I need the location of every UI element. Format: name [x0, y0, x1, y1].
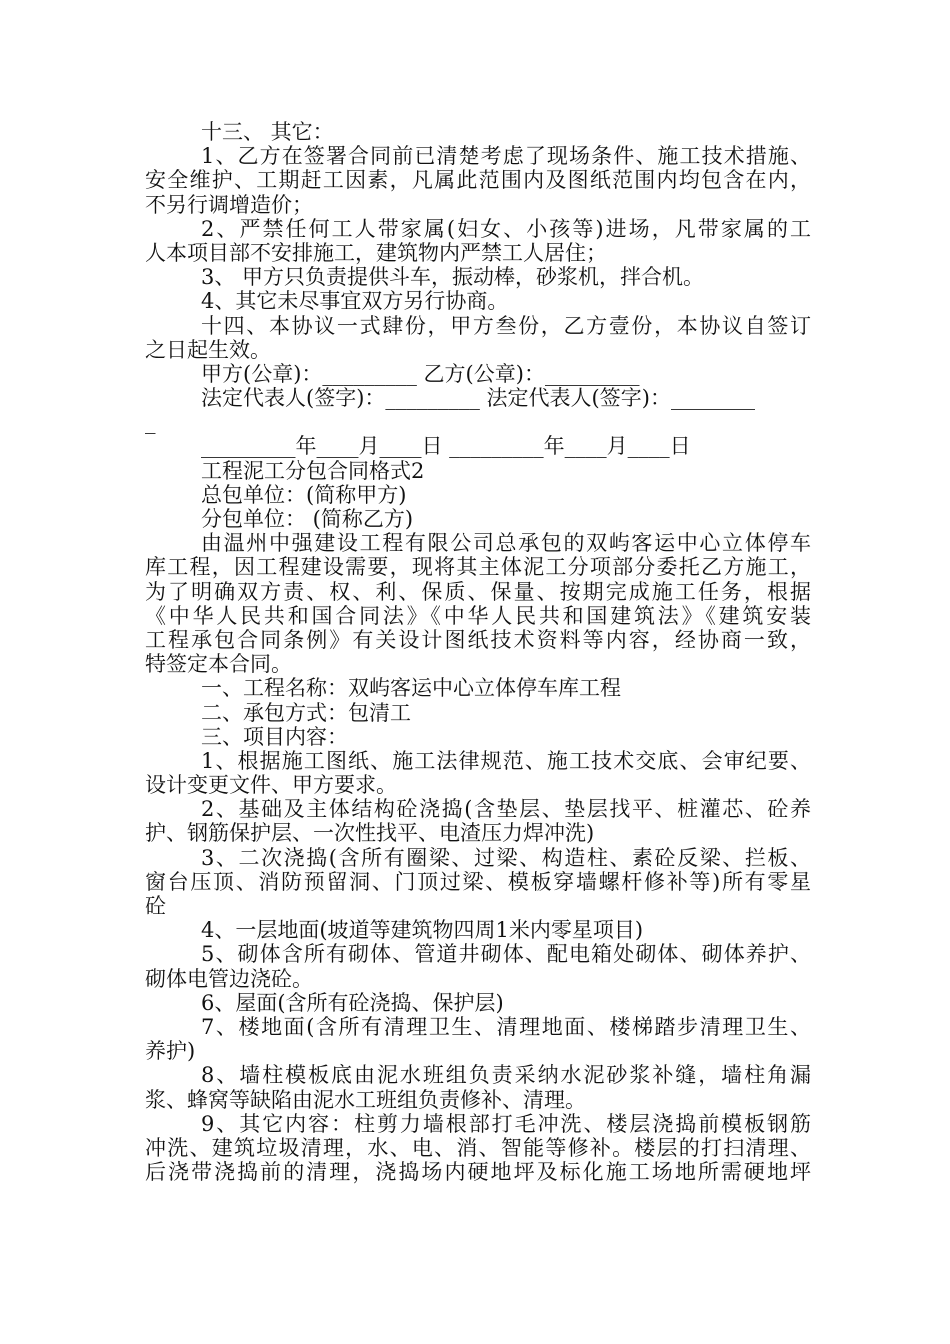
document-page: [145, 120, 811, 1184]
document-line: 甲方(公章)：_________ 乙方(公章)：_________: [201, 361, 640, 386]
document-line: 工程承包合同条例》有关设计图纸技术资料等内容，经协商一致，: [145, 627, 811, 652]
document-line: 《中华人民共和国合同法》《中华人民共和国建筑法》《建筑安装: [145, 603, 811, 628]
document-line: 工程泥工分包合同格式2: [201, 458, 425, 483]
document-line: 养护): [145, 1039, 196, 1064]
document-line: 2、基础及主体结构砼浇捣(含垫层、垫层找平、桩灌芯、砼养: [201, 797, 811, 822]
document-line: 2、严禁任何工人带家属(妇女、小孩等)进场，凡带家属的工: [201, 216, 811, 241]
document-line: 护、钢筋保护层、一次性找平、电渣压力焊冲洗): [145, 821, 595, 846]
document-line: 分包单位： (简称乙方): [201, 507, 414, 531]
document-line: 4、其它未尽事宜双方另行协商。: [201, 289, 509, 314]
document-line: 5、砌体含所有砌体、管道井砌体、配电箱处砌体、砌体养护、: [201, 942, 811, 967]
document-line: _: [145, 410, 156, 435]
document-line: 6、屋面(含所有砼浇捣、保护层): [201, 990, 504, 1015]
document-line: 设计变更文件、甲方要求。: [145, 773, 397, 798]
document-line: 4、一层地面(坡道等建筑物四周1米内零星项目): [201, 918, 644, 943]
document-line: 特签定本合同。: [145, 652, 292, 677]
document-line: 之日起生效。: [145, 337, 271, 362]
document-line: 9、其它内容：柱剪力墙根部打毛冲洗、楼层浇捣前模板钢筋: [201, 1111, 811, 1136]
document-line: 7、楼地面(含所有清理卫生、清理地面、楼梯踏步清理卫生、: [201, 1014, 811, 1039]
document-line: 砼: [145, 894, 166, 918]
document-line: 十三、 其它：: [201, 120, 334, 144]
document-line: 3、 甲方只负责提供斗车，振动棒，砂浆机，拌合机。: [201, 265, 705, 290]
document-line: 3、二次浇捣(含所有圈梁、过梁、构造柱、素砼反梁、拦板、: [201, 845, 811, 870]
document-line: 1、根据施工图纸、施工法律规范、施工技术交底、会审纪要、: [201, 748, 811, 773]
document-line: 一、工程名称：双屿客运中心立体停车库工程: [201, 676, 621, 701]
document-line: 后浇带浇捣前的清理，浇捣场内硬地坪及标化施工场地所需硬地坪: [145, 1160, 811, 1185]
document-line: 二、承包方式：包清工: [201, 700, 411, 725]
document-line: 人本项目部不安排施工，建筑物内严禁工人居住；: [145, 240, 607, 265]
document-line: 由温州中强建设工程有限公司总承包的双屿客运中心立体停车: [201, 531, 811, 556]
document-line: 库工程，因工程建设需要，现将其主体泥工分项部分委托乙方施工，: [145, 555, 811, 580]
document-line: 砌体电管边浇砼。: [145, 966, 313, 991]
document-line: 1、乙方在签署合同前已清楚考虑了现场条件、施工技术措施、: [201, 144, 811, 169]
document-line: 浆、蜂窝等缺陷由泥水工班组负责修补、清理。: [145, 1087, 586, 1112]
document-line: 窗台压顶、消防预留洞、门顶过梁、模板穿墙螺杆修补等)所有零星: [145, 869, 811, 894]
document-line: 三、项目内容：: [201, 724, 348, 749]
document-line: _________年____月____日 _________年____月____日: [201, 434, 691, 459]
document-line: 十四、本协议一式肆份，甲方叁份，乙方壹份，本协议自签订: [201, 313, 811, 338]
document-line: 安全维护、工期赶工因素，凡属此范围内及图纸范围内均包含在内，: [145, 168, 811, 193]
document-line: 8、墙柱模板底由泥水班组负责采纳水泥砂浆补缝，墙柱角漏: [201, 1063, 811, 1088]
document-line: 不另行调增造价；: [145, 192, 313, 217]
document-line: 法定代表人(签字)：_________ 法定代表人(签字)：________: [201, 386, 755, 411]
document-line: 为了明确双方责、权、利、保质、保量、按期完成施工任务，根据: [145, 579, 811, 604]
document-line: 总包单位：(简称甲方): [201, 482, 407, 507]
document-line: 冲洗、建筑垃圾清理，水、电、消、智能等修补。楼层的打扫清理、: [145, 1135, 811, 1160]
